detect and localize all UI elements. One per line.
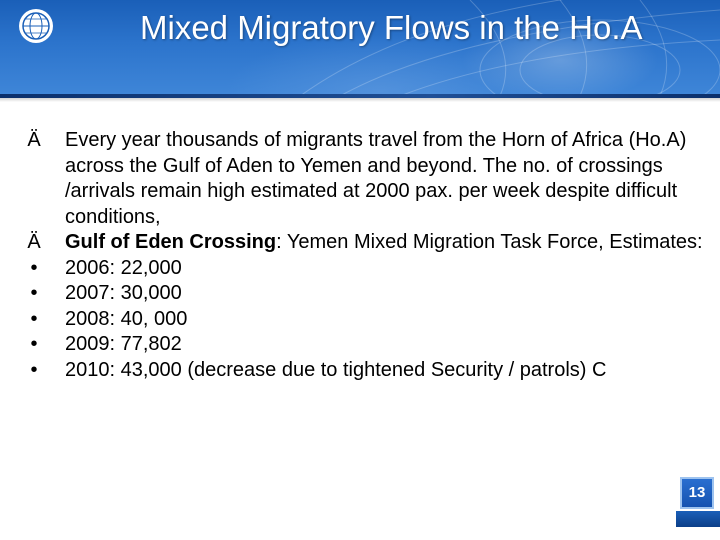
bullet-text: 2010: 43,000 (decrease due to tightened Security / patrols) C xyxy=(65,358,607,381)
bullet-text: 2007: 30,000 xyxy=(65,282,182,304)
dot-bullet-icon: • xyxy=(30,256,38,279)
arrow-bullet-icon: Ä xyxy=(27,231,41,253)
slide-header xyxy=(0,0,720,96)
dot-bullet-icon: • xyxy=(30,282,38,304)
bullet-item-2010 xyxy=(25,358,705,384)
bullet-item-migrants xyxy=(25,128,705,230)
dot-bullet-icon: • xyxy=(30,307,38,330)
bullet-item-2007 xyxy=(25,281,705,307)
bullet-item-2006 xyxy=(25,256,705,282)
bullet-bold-label: Gulf of Eden Crossing xyxy=(65,231,277,253)
bullet-text: 2006: 22,000 xyxy=(65,256,182,279)
bullet-item-gulf-crossing xyxy=(25,230,705,256)
footer-bar xyxy=(676,511,720,527)
bullet-text: 2008: 40, 000 xyxy=(65,307,188,330)
iom-logo-icon xyxy=(16,6,56,46)
bullet-item-2009 xyxy=(25,332,705,358)
header-shadow xyxy=(0,98,720,102)
bullet-text: Every year thousands of migrants travel from the Horn of Africa (Ho.A) across the Gulf of Aden to Yemen and beyond. The no. of crossings /arrivals remain high estimated at 2000 pax. per week despite difficult conditions, xyxy=(65,129,687,228)
bullet-text: 2009: 77,802 xyxy=(65,333,182,355)
dot-bullet-icon: • xyxy=(30,358,38,381)
arrow-bullet-icon: Ä xyxy=(27,129,41,151)
bullet-list xyxy=(25,128,705,383)
dot-bullet-icon: • xyxy=(30,333,38,355)
slide-title: Mixed Migratory Flows in the Ho.A xyxy=(140,9,643,46)
page-number-badge: 13 xyxy=(680,477,714,509)
bullet-text: : Yemen Mixed Migration Task Force, Estimates: xyxy=(276,231,703,253)
bullet-item-2008 xyxy=(25,307,705,333)
